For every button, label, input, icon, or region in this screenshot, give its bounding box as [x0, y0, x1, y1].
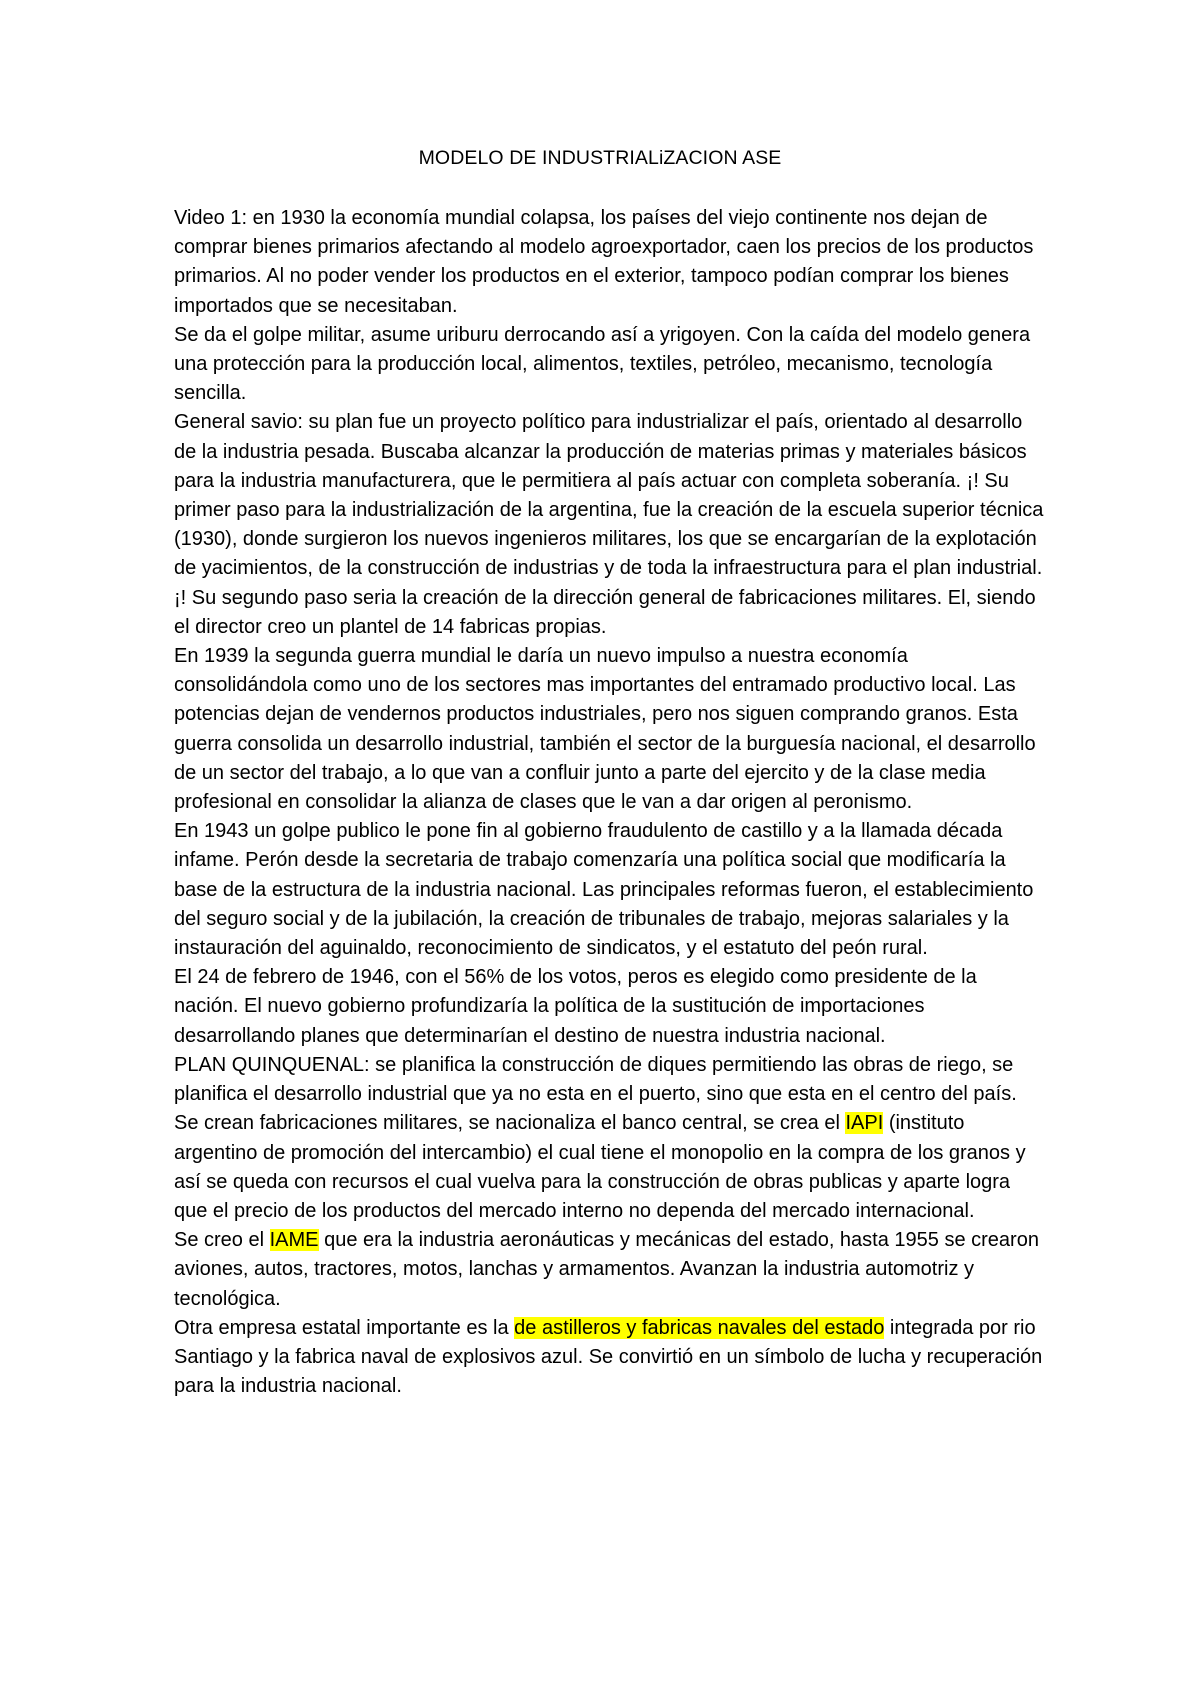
paragraph-p1: [174, 204, 1046, 321]
paragraph-p2: [174, 321, 1046, 409]
text-segment: El 24 de febrero de 1946, con el 56% de los votos, peros es elegido como presidente de la nación. El nuevo gobierno profundizaría la política de la sustitución de importaciones desarrollando planes que determinarían el destino de nuestra industria nacional.: [174, 966, 977, 1047]
text-segment: Video 1: en 1930 la economía mundial colapsa, los países del viejo continente nos dejan de comprar bienes primarios afectando al modelo agroexportador, caen los precios de los productos primarios. Al no poder vender los productos en el exterior, tampoco podían comprar los bienes importados que se necesitaban.: [174, 207, 1034, 317]
paragraph-p8: [174, 1226, 1046, 1314]
text-segment: PLAN QUINQUENAL: se planifica la construcción de diques permitiendo las obras de riego, se planifica el desarrollo industrial que ya no esta en el puerto, sino que esta en el centro del país. Se crean fabricaciones militares, se nacionaliza el banco central, se crea el: [174, 1053, 1017, 1135]
paragraph-p9: [174, 1314, 1046, 1402]
text-segment: General savio: su plan fue un proyecto político para industrializar el país, orientado al desarrollo de la industria pesada. Buscaba alcanzar la producción de materias primas y materiales básicos para la industria manufacturera, que le permitiera al país actuar con completa soberanía. ¡! Su primer paso para la industrialización de la argentina, fue la creación de la escuela superior técnica (1930), donde surgieron los nuevos ingenieros militares, los que se encargarían de la explotación de yacimientos, de la construcción de industrias y de toda la infraestructura para el plan industrial. ¡! Su segundo paso seria la creación de la dirección general de fabricaciones militares. El, siendo el director creo un plantel de 14 fabricas propias.: [174, 411, 1044, 638]
text-segment: Otra empresa estatal importante es la: [174, 1316, 515, 1339]
paragraph-p7: [174, 1051, 1046, 1226]
text-segment: Se da el golpe militar, asume uriburu derrocando así a yrigoyen. Con la caída del modelo genera una protección para la producción local, alimentos, textiles, petróleo, mecanismo, tecnología sencilla.: [174, 323, 1031, 405]
paragraph-p6: [174, 963, 1046, 1051]
text-segment: En 1939 la segunda guerra mundial le daría un nuevo impulso a nuestra economía consolidándola como uno de los sectores mas importantes del entramado productivo local. Las potencias dejan de vendernos productos industriales, pero nos siguen comprando granos. Esta guerra consolida un desarrollo industrial, también el sector de la burguesía nacional, el desarrollo de un sector del trabajo, a lo que van a confluir junto a parte del ejercito y de la clase media profesional en consolidar la alianza de clases que le van a dar origen al peronismo.: [174, 645, 1036, 814]
highlighted-text: IAPI: [845, 1112, 884, 1135]
text-segment: En 1943 un golpe publico le pone fin al gobierno fraudulento de castillo y a la llamada década infame. Perón desde la secretaria de trabajo comenzaría una política social que modificaría la base de la estructura de la industria nacional. Las principales reformas fueron, el establecimiento del seguro social y de la jubilación, la creación de tribunales de trabajo, mejoras salariales y la instauración del aguinaldo, reconocimiento de sindicatos, y el estatuto del peón rural.: [174, 820, 1034, 960]
paragraph-p5: [174, 817, 1046, 963]
paragraph-p3: [174, 408, 1046, 642]
document-body: [174, 204, 1046, 1401]
text-segment: que era la industria aeronáuticas y mecánicas del estado, hasta 1955 se crearon aviones, autos, tractores, motos, lanchas y armamentos. Avanzan la industria automotriz y tecnológica.: [174, 1229, 1039, 1310]
document-title: MODELO DE INDUSTRIALiZACION ASE: [418, 147, 782, 169]
highlighted-text: IAME: [269, 1229, 319, 1252]
text-segment: (instituto argentino de promoción del intercambio) el cual tiene el monopolio en la compra de los granos y así se queda con recursos el cual vuelva para la construcción de obras publicas y aparte logra que el precio de los productos del mercado interno no dependa del mercado internacional.: [174, 1112, 1026, 1222]
text-segment: integrada por rio Santiago y la fabrica naval de explosivos azul. Se convirtió en un símbolo de lucha y recuperación para la industria nacional.: [174, 1316, 1043, 1398]
text-segment: Se creo el: [174, 1229, 270, 1252]
paragraph-p4: [174, 642, 1046, 817]
highlighted-text: de astilleros y fabricas navales del estado: [514, 1316, 885, 1339]
